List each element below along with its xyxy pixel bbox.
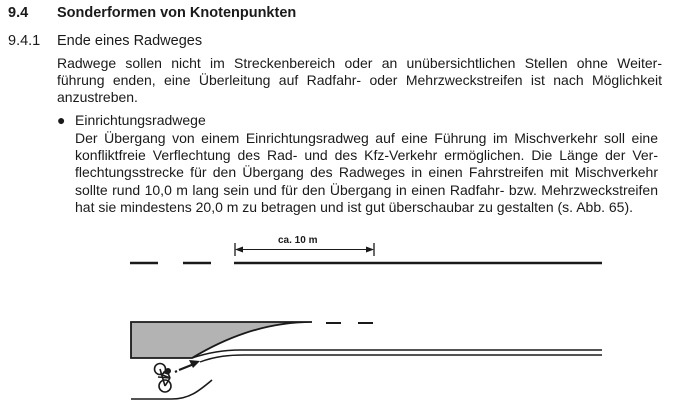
subsection-number: 9.4.1 (8, 33, 41, 49)
bullet-line: hat sie mindestens 20,0 m zu betragen und ist gut überschaubar zu gestalten (s. Abb. 65). (75, 198, 634, 215)
paragraph-line: Radwege sollen nicht im Streckenbereich oder an unübersichtlichen Stellen ohne Weiter- (57, 55, 662, 71)
section-number: 9.4 (8, 5, 29, 21)
arrow-icon (175, 360, 200, 372)
bullet-marker: ● (57, 112, 66, 128)
section-title: Sonderformen von Knotenpunkten (57, 5, 297, 21)
cycle-path-edges (131, 350, 602, 399)
paragraph-line: führung enden, eine Überleitung auf Radfahr- oder Mehrzweckstreifen ist nach Möglichkeit (57, 72, 662, 89)
paragraph-line: anzustreben. (57, 89, 138, 106)
dimension-label: ca. 10 m (278, 235, 318, 246)
section-heading (8, 5, 296, 21)
subsection-heading (8, 33, 202, 49)
bullet-line: Der Übergang von einem Einrichtungsradweg auf eine Führung im Mischverkehr soll eine (75, 130, 658, 146)
bullet-title: Einrichtungsradwege (75, 112, 206, 128)
dimension-line (235, 243, 374, 256)
bicycle-icon (155, 364, 172, 393)
bullet-item (57, 112, 206, 128)
bullet-line: sollte rund 10,0 m lang sein und für den Übergang in einen Radfahr- bzw. Mehrzweckstreifen (75, 181, 658, 198)
subsection-title: Ende eines Radweges (57, 33, 203, 49)
bullet-paragraph (75, 130, 658, 216)
bullet-line: konfliktfreie Verflechtung des Rad- und des Kfz-Verkehr ermöglichen. Die Länge der Ver- (75, 147, 658, 164)
separator-wedge (131, 322, 312, 358)
intro-paragraph (57, 55, 662, 107)
bullet-line: flechtungsstrecke für den Übergang des Radweges in einen Fahrstreifen mit Mischverkehr (75, 164, 658, 181)
